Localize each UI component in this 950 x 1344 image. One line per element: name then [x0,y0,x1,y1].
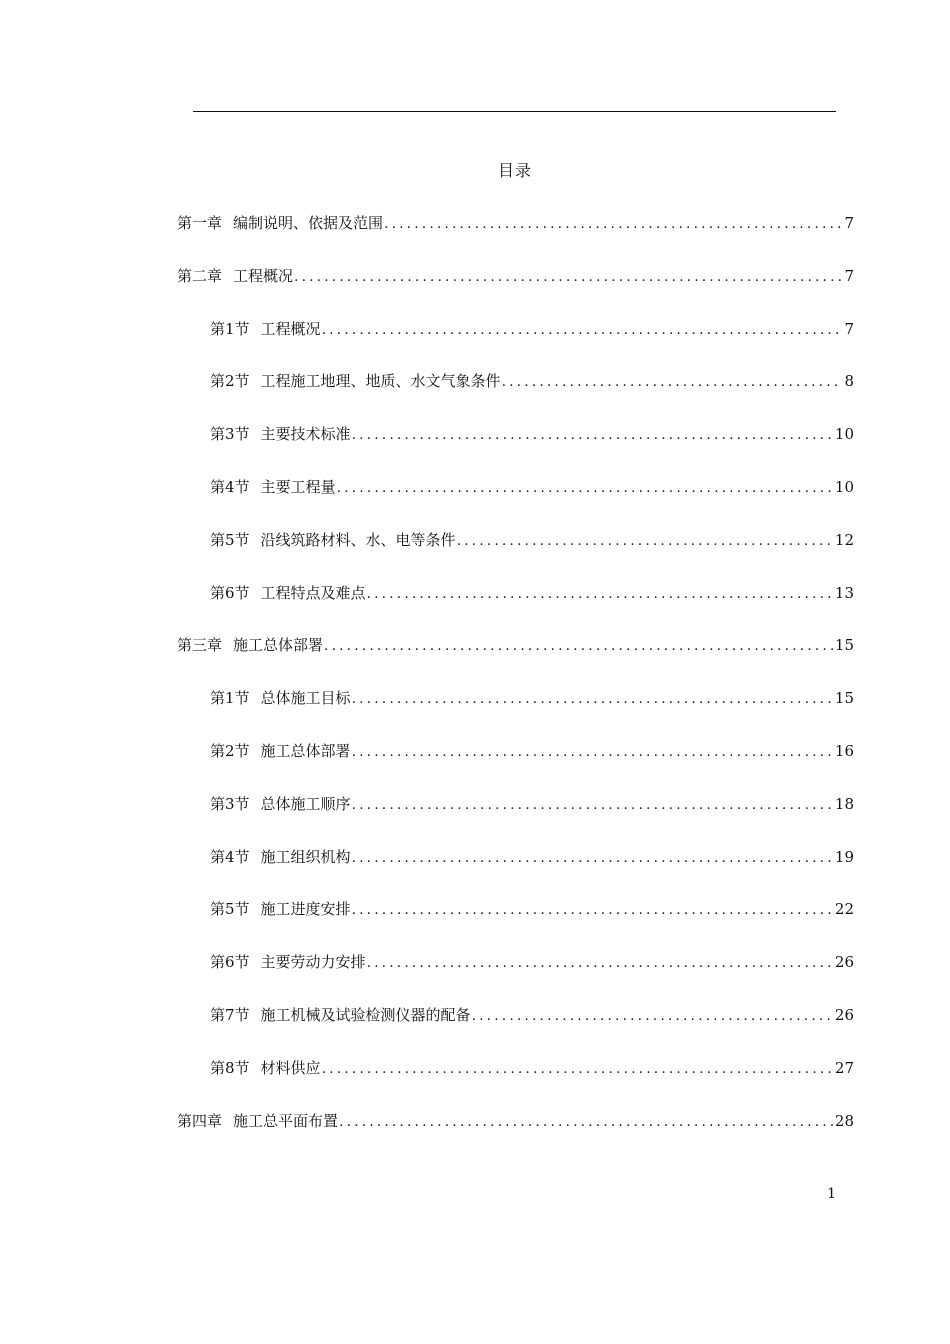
toc-entry-label [177,212,383,234]
toc-entry-number: 第7节 [210,1006,250,1024]
toc-dot-leader [352,424,833,446]
toc-dot-leader [352,847,833,869]
toc-entry-number: 第二章 [177,267,223,285]
toc-entry-label [210,318,321,340]
toc-dot-leader [384,213,842,235]
toc-entry-label [210,370,501,392]
toc-entry-title: 施工总平面布置 [233,1112,339,1130]
toc-entry-label [210,582,366,604]
toc-section-entry[interactable] [210,423,854,445]
toc-entry-title: 施工组织机构 [260,848,351,866]
toc-dot-leader [324,635,833,657]
toc-entry-label [177,634,323,656]
toc-entry-page: 28 [834,1112,854,1130]
toc-chapter-entry[interactable] [177,265,854,287]
toc-entry-title: 主要劳动力安排 [260,953,366,971]
toc-section-entry[interactable] [210,740,854,762]
toc-entry-number: 第6节 [210,953,250,971]
toc-entry-title: 工程特点及难点 [260,584,366,602]
toc-entry-page: 18 [834,795,854,813]
toc-entry-title: 主要技术标准 [260,425,351,443]
toc-entry-page: 7 [844,267,854,285]
toc-section-entry[interactable] [210,793,854,815]
toc-entry-label [210,476,336,498]
toc-dot-leader [502,371,843,393]
toc-entry-label [210,898,351,920]
toc-entry-page: 8 [844,372,854,390]
toc-entry-label [210,951,366,973]
toc-entry-title: 施工总体部署 [260,742,351,760]
toc-section-entry[interactable] [210,318,854,340]
toc-entry-title: 工程施工地理、地质、水文气象条件 [260,372,501,390]
toc-entry-label [177,1110,338,1132]
toc-dot-leader [457,530,833,552]
toc-entry-label [210,1004,471,1026]
toc-entry-label [210,740,351,762]
toc-entry-title: 施工总体部署 [233,636,324,654]
toc-section-entry[interactable] [210,1057,854,1079]
toc-entry-page: 13 [834,584,854,602]
toc-entry-number: 第1节 [210,320,250,338]
toc-entry-page: 16 [834,742,854,760]
toc-entry-number: 第3节 [210,425,250,443]
toc-entry-label [210,1057,321,1079]
toc-entry-page: 10 [834,478,854,496]
toc-entry-page: 7 [844,320,854,338]
toc-dot-leader [337,477,833,499]
toc-dot-leader [472,1005,833,1027]
toc-entry-label [210,846,351,868]
toc-dot-leader [352,688,833,710]
toc-entry-number: 第一章 [177,214,223,232]
toc-dot-leader [322,319,843,341]
toc-dot-leader [352,794,833,816]
toc-entry-number: 第6节 [210,584,250,602]
toc-dot-leader [294,266,842,288]
toc-dot-leader [322,1058,833,1080]
toc-dot-leader [352,741,833,763]
toc-entry-title: 总体施工顺序 [260,795,351,813]
page-number: 1 [827,1186,836,1202]
toc-entry-number: 第三章 [177,636,223,654]
toc-entry-number: 第四章 [177,1112,223,1130]
toc-dot-leader [352,899,833,921]
toc-entry-number: 第8节 [210,1059,250,1077]
toc-chapter-entry[interactable] [177,1110,854,1132]
toc-entry-label [210,529,456,551]
toc-entry-number: 第4节 [210,478,250,496]
toc-entry-number: 第5节 [210,900,250,918]
toc-section-entry[interactable] [210,529,854,551]
toc-section-entry[interactable] [210,846,854,868]
toc-entry-label [210,793,351,815]
toc-entry-label [177,265,293,287]
toc-chapter-entry[interactable] [177,212,854,234]
toc-entry-page: 15 [834,636,854,654]
toc-entry-page: 27 [834,1059,854,1077]
toc-entry-title: 总体施工目标 [260,689,351,707]
toc-title: 目录 [497,161,532,180]
toc-dot-leader [339,1111,833,1133]
toc-entry-label [210,423,351,445]
toc-section-entry[interactable] [210,370,854,392]
toc-entry-page: 12 [834,531,854,549]
toc-entry-page: 22 [834,900,854,918]
toc-entry-page: 10 [834,425,854,443]
toc-entry-title: 工程概况 [233,267,294,285]
header-rule [193,111,836,112]
toc-section-entry[interactable] [210,898,854,920]
toc-dot-leader [367,583,833,605]
toc-entry-number: 第2节 [210,742,250,760]
toc-entry-label [210,687,351,709]
toc-section-entry[interactable] [210,951,854,973]
toc-section-entry[interactable] [210,1004,854,1026]
toc-entry-number: 第4节 [210,848,250,866]
toc-entry-page: 15 [834,689,854,707]
toc-entry-page: 7 [844,214,854,232]
toc-entry-title: 主要工程量 [260,478,336,496]
toc-entry-title: 编制说明、依据及范围 [233,214,384,232]
toc-section-entry[interactable] [210,476,854,498]
toc-entry-page: 26 [834,953,854,971]
toc-entry-page: 19 [834,848,854,866]
toc-entry-title: 材料供应 [260,1059,321,1077]
toc-entry-title: 工程概况 [260,320,321,338]
toc-section-entry[interactable] [210,687,854,709]
toc-entry-title: 施工机械及试验检测仪器的配备 [260,1006,471,1024]
toc-entry-title: 施工进度安排 [260,900,351,918]
toc-entry-number: 第1节 [210,689,250,707]
toc-entry-page: 26 [834,1006,854,1024]
toc-entry-number: 第3节 [210,795,250,813]
toc-entry-number: 第5节 [210,531,250,549]
toc-entry-title: 沿线筑路材料、水、电等条件 [260,531,456,549]
toc-entry-number: 第2节 [210,372,250,390]
toc-section-entry[interactable] [210,582,854,604]
toc-dot-leader [367,952,833,974]
toc-chapter-entry[interactable] [177,634,854,656]
